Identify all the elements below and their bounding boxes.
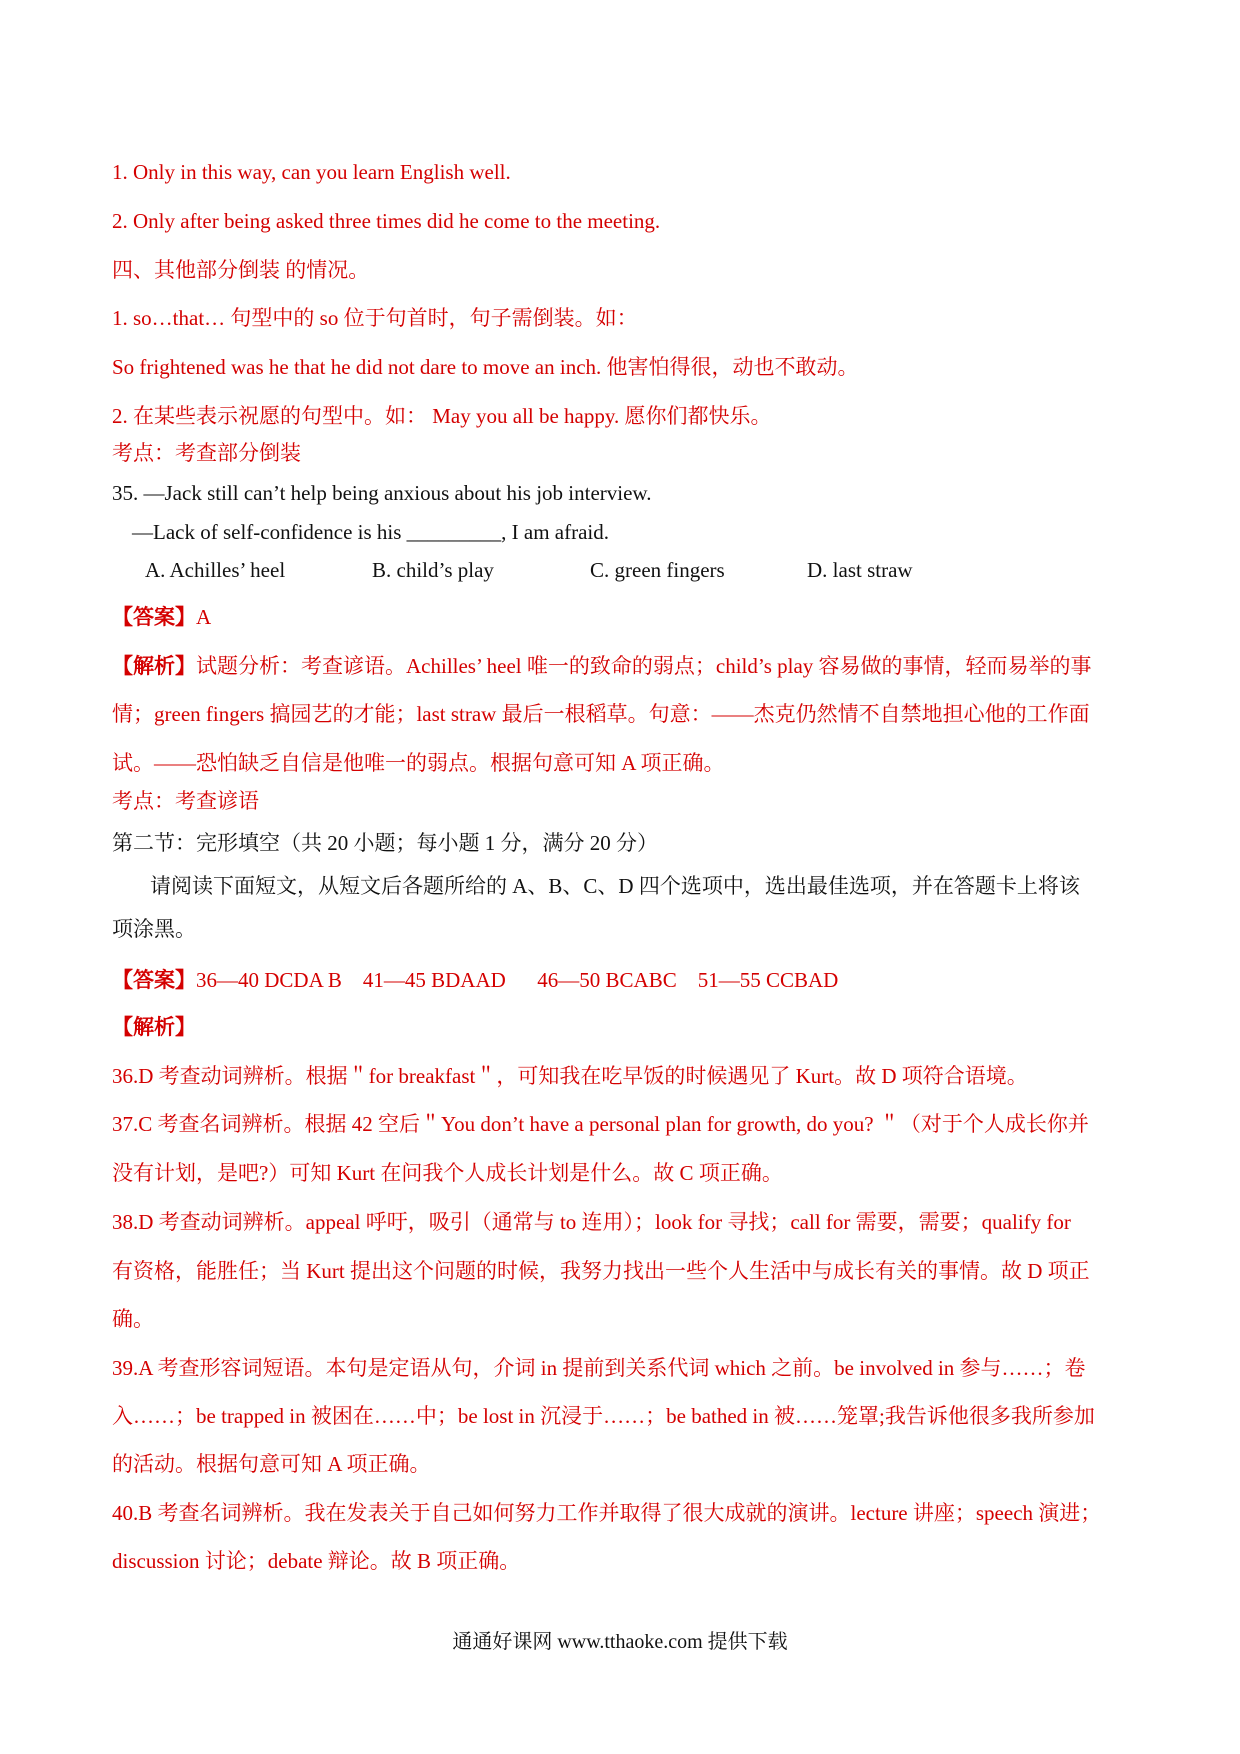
explanation-39-line-3: 的活动。根据句意可知 A 项正确。 xyxy=(112,1452,431,1476)
explanation-36: 36.D 考查动词辨析。根据＂for breakfast＂，可知我在吃早饭的时候遇见了 Kurt。故 D 项符合语境。 xyxy=(112,1064,1028,1088)
q35-analysis-line-1 xyxy=(112,652,1092,680)
section2-instruction-line-2: 项涂黑。 xyxy=(112,917,196,941)
q35-answer xyxy=(112,603,211,631)
explanation-40-line-1: 40.B 考查名词辨析。我在发表关于自己如何努力工作并取得了很大成就的演讲。lecture 讲座；speech 演进； xyxy=(112,1501,1102,1525)
answer-value: A xyxy=(196,605,212,629)
explanation-38-line-3: 确。 xyxy=(112,1307,154,1331)
explanation-38-line-1: 38.D 考查动词辨析。appeal 呼吁，吸引（通常与 to 连用）；look for 寻找；call for 需要，需要；qualify for xyxy=(112,1210,1071,1234)
q35-stem-line-2: —Lack of self-confidence is his _________, I am afraid. xyxy=(132,520,610,544)
answer-label: 【答案】 xyxy=(112,605,196,629)
q35-analysis-line-3: 试。——恐怕缺乏自信是他唯一的弱点。根据句意可知 A 项正确。 xyxy=(112,751,725,775)
rule-wishes: 2. 在某些表示祝愿的句型中。如： May you all be happy. 愿你们都快乐。 xyxy=(112,404,772,428)
example-so-frightened: So frightened was he that he did not dare to move an inch. 他害怕得很，动也不敢动。 xyxy=(112,355,859,379)
answer-label: 【答案】 xyxy=(112,968,196,992)
example-line-2: 2. Only after being asked three times did he come to the meeting. xyxy=(112,209,661,233)
section2-instruction-line-1: 请阅读下面短文，从短文后各题所给的 A、B、C、D 四个选项中，选出最佳选项，并在答题卡上将该 xyxy=(150,874,1080,898)
section2-answer xyxy=(112,966,838,994)
option-d: D. last straw xyxy=(807,558,913,582)
answer-value: 36—40 DCDA B 41—45 BDAAD 46—50 BCABC 51—55 CCBAD xyxy=(196,968,839,992)
q35-analysis-line-2: 情；green fingers 搞园艺的才能；last straw 最后一根稻草。句意：——杰克仍然情不自禁地担心他的工作面 xyxy=(112,702,1090,726)
explanation-37-line-2: 没有计划，是吧?）可知 Kurt 在问我个人成长计划是什么。故 C 项正确。 xyxy=(112,1161,783,1185)
explanation-37-line-1: 37.C 考查名词辨析。根据 42 空后＂You don’t have a personal plan for growth, do you? ＂（对于个人成长你并 xyxy=(112,1112,1089,1136)
explanation-38-line-2: 有资格，能胜任；当 Kurt 提出这个问题的时候，我努力找出一些个人生活中与成长有关的事情。故 D 项正 xyxy=(112,1259,1090,1283)
example-line-1: 1. Only in this way, can you learn English well. xyxy=(112,160,511,184)
rule-so-that: 1. so…that… 句型中的 so 位于句首时，句子需倒装。如： xyxy=(112,306,638,330)
section2-title: 第二节：完形填空（共 20 小题；每小题 1 分，满分 20 分） xyxy=(112,831,658,855)
option-a: A. Achilles’ heel xyxy=(145,558,286,582)
analysis-text: 试题分析：考查谚语。Achilles’ heel 唯一的致命的弱点；child’s play 容易做的事情，轻而易举的事 xyxy=(196,654,1092,678)
analysis-label: 【解析】 xyxy=(112,654,196,678)
explanation-40-line-2: discussion 讨论；debate 辩论。故 B 项正确。 xyxy=(112,1549,521,1573)
q35-point: 考点：考查谚语 xyxy=(112,789,259,813)
option-c: C. green fingers xyxy=(590,558,725,582)
q35-stem-line-1: 35. —Jack still can’t help being anxious about his job interview. xyxy=(112,481,652,505)
section-heading-other-inversion: 四、其他部分倒装 的情况。 xyxy=(112,258,370,282)
option-b: B. child’s play xyxy=(372,558,494,582)
page-footer: 通通好课网 www.tthaoke.com 提供下载 xyxy=(452,1631,788,1653)
explanation-39-line-2: 入……；be trapped in 被困在……中；be lost in 沉浸于……；be bathed in 被……笼罩;我告诉他很多我所参加 xyxy=(112,1404,1095,1428)
section2-analysis-label: 【解析】 xyxy=(112,1015,196,1039)
explanation-39-line-1: 39.A 考查形容词短语。本句是定语从句，介词 in 提前到关系代词 which 之前。be involved in 参与……；卷 xyxy=(112,1356,1086,1380)
point-inversion: 考点：考查部分倒装 xyxy=(112,441,301,465)
